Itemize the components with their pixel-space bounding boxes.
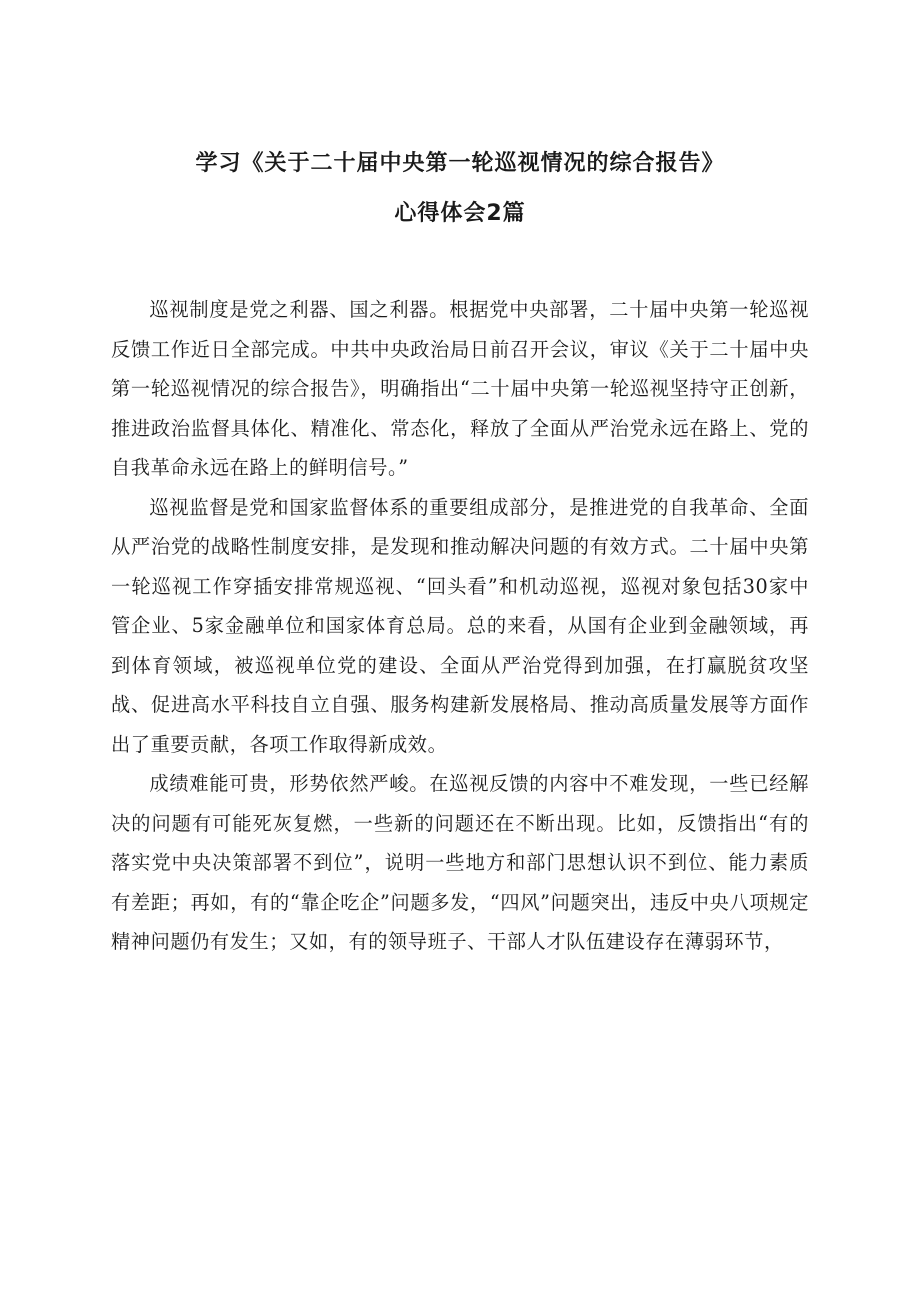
document-subtitle: 心得体会2篇 <box>394 201 526 226</box>
document-body <box>111 290 809 962</box>
paragraph-1: 巡视制度是党之利器、国之利器。根据党中央部署，二十届中央第一轮巡视反馈工作近日全部完成。中共中央政治局日前召开会议，审议《关于二十届中央第一轮巡视情况的综合报告》，明确指出“二十届中央第一轮巡视坚持守正创新，推进政治监督具体化、精准化、常态化，释放了全面从严治党永远在路上、党的自我革命永远在路上的鲜明信号。” <box>111 298 809 479</box>
paragraph-3: 成绩难能可贵，形势依然严峻。在巡视反馈的内容中不难发现，一些已经解决的问题有可能死灰复燃，一些新的问题还在不断出现。比如，反馈指出“有的落实党中央决策部署不到位”，说明一些地方和部门思想认识不到位、能力素质有差距；再如，有的“靠企吃企”问题多发，“四风”问题突出，违反中央八项规定精神问题仍有发生；又如，有的领导班子、干部人才队伍建设存在薄弱环节， <box>111 772 809 953</box>
paragraph-2: 巡视监督是党和国家监督体系的重要组成部分，是推进党的自我革命、全面从严治党的战略性制度安排，是发现和推动解决问题的有效方式。二十届中央第一轮巡视工作穿插安排常规巡视、“回头看”和机动巡视，巡视对象包括30家中管企业、5家金融单位和国家体育总局。总的来看，从国有企业到金融领域，再到体育领域，被巡视单位党的建设、全面从严治党得到加强，在打赢脱贫攻坚战、促进高水平科技自立自强、服务构建新发展格局、推动高质量发展等方面作出了重要贡献，各项工作取得新成效。 <box>111 495 809 756</box>
document-title: 学习《关于二十届中央第一轮巡视情况的综合报告》 <box>195 151 725 176</box>
